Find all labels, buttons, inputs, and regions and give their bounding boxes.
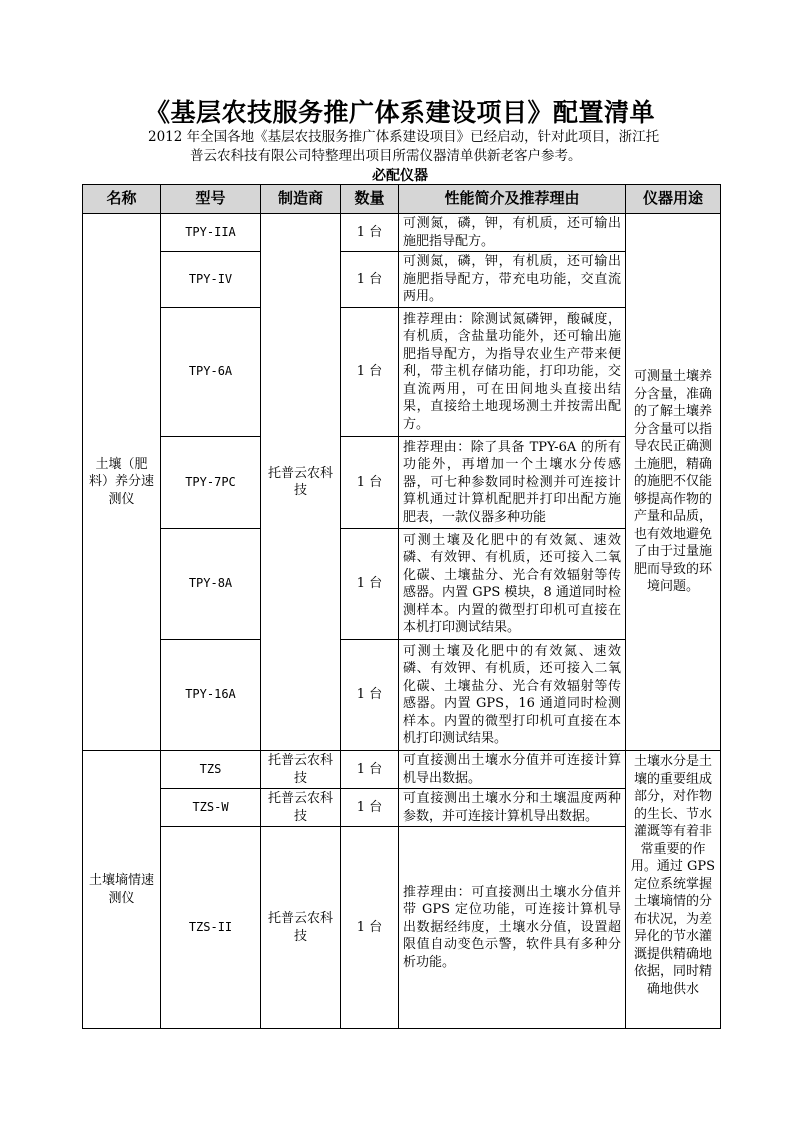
model-cell: TPY-7PC bbox=[161, 437, 261, 529]
description-cell: 可测氮，磷，钾，有机质，还可输出施肥指导配方，带充电功能，交直流两用。 bbox=[399, 252, 626, 308]
page-title: 《基层农技服务推广体系建设项目》配置清单 bbox=[144, 98, 655, 127]
description-cell: 可测土壤及化肥中的有效氮、速效磷、有效钾、有机质，还可接入二氧化碳、土壤盐分、光合有效辐射等传感器。内置 GPS 模块，8 通道同时检测样本。内置的微型打印机可直接在本机打印测试结果。 bbox=[399, 529, 626, 640]
quantity-cell: 1 台 bbox=[341, 214, 399, 252]
intro-paragraph bbox=[148, 128, 660, 166]
header-model: 型号 bbox=[161, 185, 261, 214]
model-cell: TPY-IV bbox=[161, 252, 261, 308]
intro-line-1: 2012 年全国各地《基层农技服务推广体系建设项目》已经启动，针对此项目，浙江托 bbox=[148, 129, 660, 145]
header-description: 性能简介及推荐理由 bbox=[399, 185, 626, 214]
model-cell: TPY-16A bbox=[161, 640, 261, 751]
description-cell: 推荐理由：可直接测出土壤水分值并带 GPS 定位功能，可连接计算机导出数据经纬度，土壤水分值，设置超限值自动变色示警，软件具有多种分析功能。 bbox=[399, 827, 626, 1029]
quantity-cell: 1 台 bbox=[341, 640, 399, 751]
group2-usage-cell bbox=[626, 751, 721, 1029]
quantity-cell: 1 台 bbox=[341, 437, 399, 529]
table-row bbox=[83, 252, 721, 308]
table-row bbox=[83, 529, 721, 640]
manufacturer-cell: 托普云农科技 bbox=[261, 789, 341, 827]
group1-usage: 可测量土壤养分含量，准确的了解土壤养分含量可以指导农民正确测土施肥，精确的施肥不仅能够提高作物的产量和品质，也有效地避免了由于过量施肥而导致的环境问题。 bbox=[626, 214, 721, 751]
description-cell: 可测氮，磷，钾，有机质，还可输出施肥指导配方。 bbox=[399, 214, 626, 252]
table-row bbox=[83, 214, 721, 252]
model-cell: TZS-II bbox=[161, 827, 261, 1029]
manufacturer-cell: 托普云农科技 bbox=[261, 751, 341, 789]
intro-line-2: 普云农科技有限公司特整理出项目所需仪器清单供新老客户参考。 bbox=[190, 148, 582, 164]
quantity-cell: 1 台 bbox=[341, 827, 399, 1029]
model-cell: TPY-8A bbox=[161, 529, 261, 640]
section-subtitle: 必配仪器 bbox=[372, 168, 428, 184]
model-cell: TPY-6A bbox=[161, 308, 261, 437]
group2-usage: 土壤水分是土壤的重要组成部分，对作物的生长、节水灌溉等有着非常重要的作用。通过 GPS 定位系统掌握土壤墒情的分布状况，为差异化的节水灌溉提供精确地依据，同时精确地供水 bbox=[630, 754, 716, 997]
header-usage: 仪器用途 bbox=[626, 185, 721, 214]
description-cell: 可直接测出土壤水分值并可连接计算机导出数据。 bbox=[399, 751, 626, 789]
table-row bbox=[83, 751, 721, 789]
group1-name: 土壤（肥料）养分速测仪 bbox=[83, 214, 161, 751]
equipment-table bbox=[82, 184, 721, 1029]
table-header-row bbox=[83, 185, 721, 214]
model-cell: TZS-W bbox=[161, 789, 261, 827]
description-cell: 推荐理由：除了具备 TPY-6A 的所有功能外，再增加一个土壤水分传感器，可七种参数同时检测并可连接计算机通过计算机配肥并打印出配方施肥表，一款仪器多种功能 bbox=[399, 437, 626, 529]
group2-name: 土壤墒情速测仪 bbox=[83, 751, 161, 1029]
group1-manufacturer: 托普云农科技 bbox=[261, 214, 341, 751]
model-cell: TPY-IIA bbox=[161, 214, 261, 252]
table-row bbox=[83, 308, 721, 437]
header-manufacturer: 制造商 bbox=[261, 185, 341, 214]
header-quantity: 数量 bbox=[341, 185, 399, 214]
quantity-cell: 1 台 bbox=[341, 529, 399, 640]
description-cell: 推荐理由：除测试氮磷钾，酸碱度，有机质，含盐量功能外，还可输出施肥指导配方，为指导农业生产带来便利，带主机存储功能，打印功能，交直流两用，可在田间地头直接出结果，直接给土地现场测土并按需出配方。 bbox=[399, 308, 626, 437]
description-cell: 可测土壤及化肥中的有效氮、速效磷、有效钾、有机质，还可接入二氧化碳、土壤盐分、光合有效辐射等传感器。内置 GPS，16 通道同时检测样本。内置的微型打印机可直接在本机打印测试结果。 bbox=[399, 640, 626, 751]
quantity-cell: 1 台 bbox=[341, 751, 399, 789]
model-cell: TZS bbox=[161, 751, 261, 789]
quantity-cell: 1 台 bbox=[341, 789, 399, 827]
table-row bbox=[83, 437, 721, 529]
table-row bbox=[83, 640, 721, 751]
description-cell: 可直接测出土壤水分和土壤温度两种参数，并可连接计算机导出数据。 bbox=[399, 789, 626, 827]
quantity-cell: 1 台 bbox=[341, 308, 399, 437]
quantity-cell: 1 台 bbox=[341, 252, 399, 308]
manufacturer-cell: 托普云农科技 bbox=[261, 827, 341, 1029]
header-name: 名称 bbox=[83, 185, 161, 214]
